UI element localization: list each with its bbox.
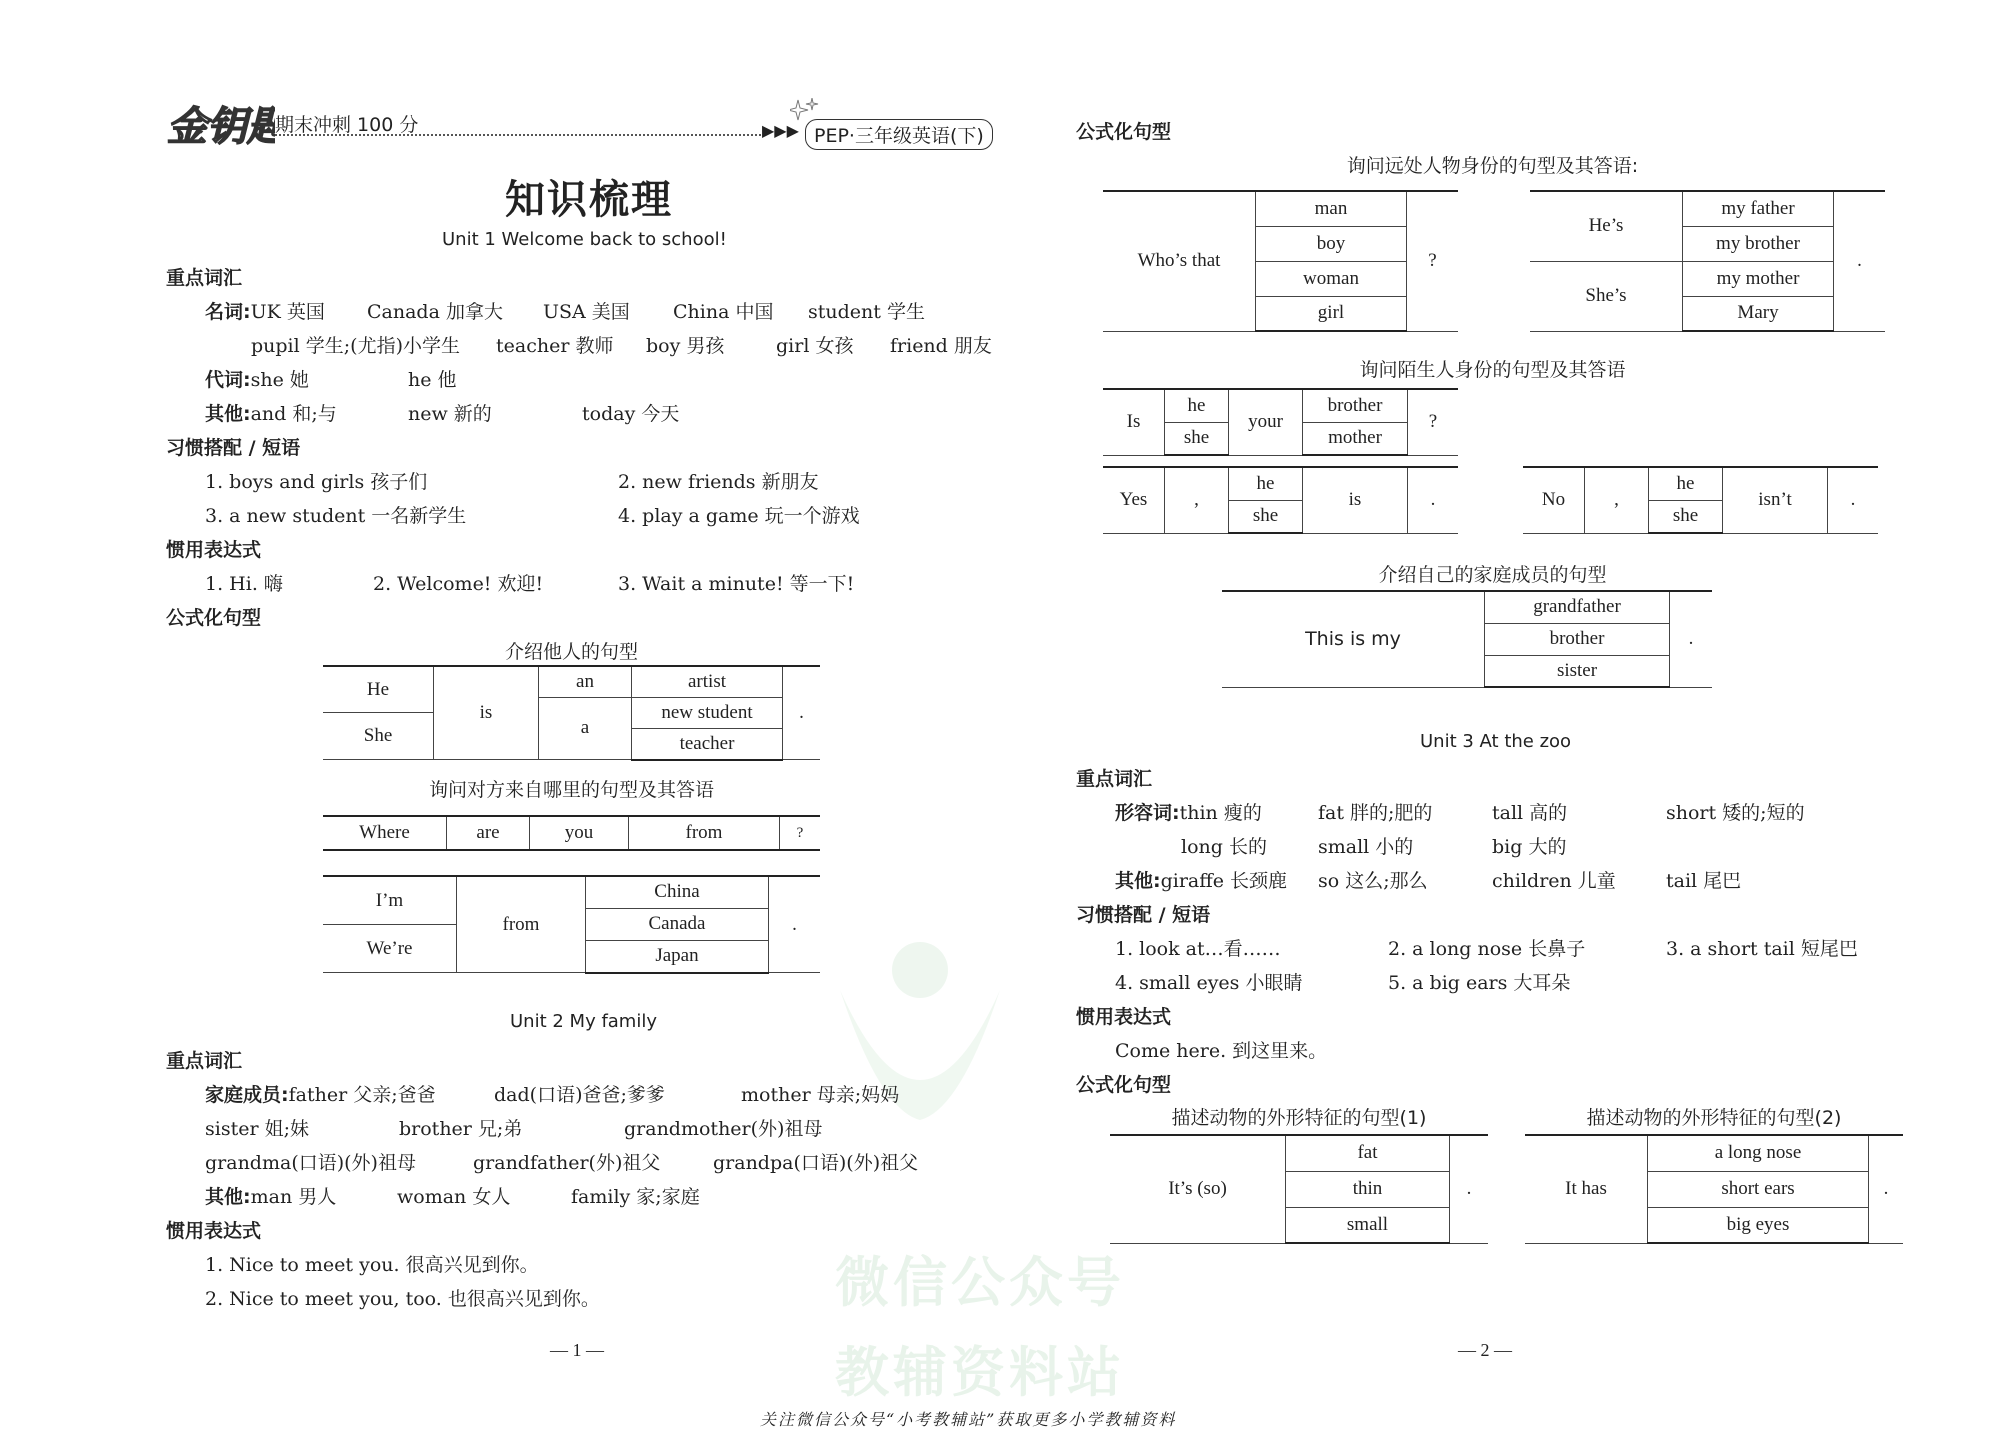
pattern-table-hes <box>1530 190 1885 332</box>
unit3-expr-head: 惯用表达式 <box>1076 1006 1172 1028</box>
unit2-expr-head: 惯用表达式 <box>166 1220 262 1242</box>
family-word: brother 兄;弟 <box>399 1118 523 1140</box>
pron-label: 代词: <box>205 369 251 391</box>
item-cell: my mother <box>1683 261 1834 296</box>
series-label: 期末冲刺 100 分 <box>275 114 419 136</box>
word-cell: are <box>447 816 530 850</box>
noun: UK 英国 <box>250 301 325 323</box>
period-cell: . <box>769 876 821 973</box>
item-cell: small <box>1286 1207 1450 1243</box>
pattern-table-intro <box>323 665 820 761</box>
lead-cell: Who’s that <box>1103 191 1256 331</box>
other-word: giraffe 长颈鹿 <box>1160 870 1288 892</box>
phrase: 1. boys and girls 孩子们 <box>205 471 428 493</box>
pron-cell: he <box>1165 389 1229 422</box>
page-number-2: — 2 — <box>1458 1340 1512 1360</box>
pattern-table-yes <box>1103 466 1458 534</box>
object-cell: teacher <box>632 729 783 760</box>
unit1-pron-row <box>205 365 309 392</box>
item-cell: a long nose <box>1648 1135 1869 1171</box>
expression: 2. Welcome! 欢迎! <box>373 573 544 595</box>
isnt-cell: isn’t <box>1723 467 1828 533</box>
pattern-table-no <box>1523 466 1878 534</box>
is-cell: Is <box>1103 389 1165 455</box>
pron-cell: she <box>1649 500 1723 533</box>
verb-cell: is <box>434 666 539 760</box>
subject-cell <box>323 666 434 760</box>
phrase: 4. small eyes 小眼睛 <box>1115 972 1303 994</box>
unit3-vocab-head: 重点词汇 <box>1076 768 1153 790</box>
other-word: man 男人 <box>250 1186 337 1208</box>
pron-cell: he <box>1229 467 1303 500</box>
family-word: dad(口语)爸爸;爹爹 <box>494 1084 665 1106</box>
phrase: 3. a short tail 短尾巴 <box>1666 938 1858 960</box>
place-cell: Canada <box>586 908 769 940</box>
other-label: 其他: <box>205 1186 251 1208</box>
period-cell: . <box>1869 1135 1904 1243</box>
family-word: grandma(口语)(外)祖母 <box>205 1152 416 1174</box>
adj-label: 形容词: <box>1115 802 1180 824</box>
question-mark-cell: ? <box>1407 191 1459 331</box>
pattern-table-this-is-my <box>1222 590 1712 688</box>
noun: teacher 教师 <box>496 335 614 357</box>
adjective: small 小的 <box>1318 836 1414 858</box>
other-word: woman 女人 <box>397 1186 511 1208</box>
object-cell: artist <box>632 666 783 697</box>
phrase: 4. play a game 玩一个游戏 <box>618 505 860 527</box>
adjective: thin 瘦的 <box>1179 802 1262 824</box>
word-cell: you <box>530 816 629 850</box>
word-cell: Where <box>323 816 447 850</box>
period-cell: . <box>783 666 821 760</box>
pattern-table-whos-that <box>1103 190 1458 332</box>
unit2-vocab-head: 重点词汇 <box>166 1050 243 1072</box>
item-cell: woman <box>1256 261 1407 296</box>
yes-cell: Yes <box>1103 467 1165 533</box>
pattern-table-where <box>323 815 820 851</box>
she-cell: She’s <box>1530 261 1683 331</box>
period-cell: . <box>1670 591 1713 687</box>
item-cell: thin <box>1286 1171 1450 1207</box>
unit3-title: Unit 3 At the zoo <box>1420 731 1572 752</box>
right-pattern-head: 公式化句型 <box>1076 121 1172 143</box>
item-cell: sister <box>1485 655 1670 687</box>
t2-caption: 询问对方来自哪里的句型及其答语 <box>428 779 714 801</box>
noun: friend 朋友 <box>890 335 992 357</box>
t4-caption: 询问远处人物身份的句型及其答语: <box>1346 155 1639 177</box>
noun: boy 男孩 <box>646 335 725 357</box>
noun: China 中国 <box>673 301 774 323</box>
item-cell: my father <box>1683 191 1834 226</box>
unit3-phrases-head: 习惯搭配 / 短语 <box>1076 904 1211 926</box>
other-word: today 今天 <box>582 403 680 425</box>
family-word: mother 母亲;妈妈 <box>741 1084 900 1106</box>
family-word: grandmother(外)祖母 <box>624 1118 823 1140</box>
item-cell: brother <box>1485 623 1670 655</box>
adjective: tall 高的 <box>1492 802 1568 824</box>
item-cell: Mary <box>1683 296 1834 331</box>
phrase: 2. new friends 新朋友 <box>618 471 819 493</box>
item-cell: big eyes <box>1648 1207 1869 1243</box>
expression: 2. Nice to meet you, too. 也很高兴见到你。 <box>205 1288 600 1310</box>
family-word: grandfather(外)祖父 <box>473 1152 661 1174</box>
nouns-label: 名词: <box>205 301 251 323</box>
subject-cell <box>323 876 457 973</box>
expression: 1. Nice to meet you. 很高兴见到你。 <box>205 1254 539 1276</box>
item-cell: girl <box>1256 296 1407 331</box>
no-cell: No <box>1523 467 1585 533</box>
unit3-adj-row1 <box>1115 798 1262 825</box>
lead-cell: It’s (so) <box>1110 1135 1286 1243</box>
other-label: 其他: <box>1115 870 1161 892</box>
item-cell: boy <box>1256 226 1407 261</box>
article-a: a <box>539 697 632 760</box>
comma-cell: , <box>1165 467 1229 533</box>
brand-text: 金钥匙 <box>167 103 275 150</box>
pronoun: he 他 <box>408 369 457 391</box>
unit2-family-row1 <box>205 1080 436 1107</box>
header-dotted-line <box>275 134 765 136</box>
unit2-other-row <box>205 1182 336 1209</box>
unit1-pattern-head: 公式化句型 <box>166 607 262 629</box>
other-word: children 儿童 <box>1492 870 1616 892</box>
adjective: long 长的 <box>1181 836 1267 858</box>
is-cell: is <box>1303 467 1408 533</box>
unit1-title: Unit 1 Welcome back to school! <box>442 229 727 250</box>
t6-caption: 询问陌生人身份的句型及其答语 <box>1359 359 1626 381</box>
other-word: new 新的 <box>408 403 492 425</box>
phrase: 5. a big ears 大耳朵 <box>1388 972 1571 994</box>
phrase: 1. look at…看…… <box>1115 938 1281 960</box>
family-word: sister 姐;妹 <box>205 1118 309 1140</box>
comma-cell: , <box>1585 467 1649 533</box>
family-word: father 父亲;爸爸 <box>288 1084 436 1106</box>
your-cell: your <box>1229 389 1303 455</box>
lead-cell: It has <box>1525 1135 1648 1243</box>
question-mark-cell: ? <box>1408 389 1459 455</box>
unit1-phrases-head: 习惯搭配 / 短语 <box>166 437 301 459</box>
subject-he: He <box>323 667 433 713</box>
adjective: fat 胖的;肥的 <box>1318 802 1433 824</box>
noun: student 学生 <box>808 301 925 323</box>
object-cell: new student <box>632 697 783 729</box>
period-cell: . <box>1408 467 1459 533</box>
phrase: 2. a long nose 长鼻子 <box>1388 938 1586 960</box>
family-label: 家庭成员: <box>205 1084 289 1106</box>
pron-cell: she <box>1229 500 1303 533</box>
relation-cell: mother <box>1303 422 1408 455</box>
page-number-1: — 1 — <box>550 1340 604 1360</box>
unit1-vocab-head: 重点词汇 <box>166 267 243 289</box>
he-cell: He’s <box>1530 191 1683 261</box>
unit1-expr-head: 惯用表达式 <box>166 539 262 561</box>
grade-badge: PEP·三年级英语(下) <box>805 119 993 150</box>
pattern-table-it-has <box>1525 1134 1903 1244</box>
item-cell: man <box>1256 191 1407 226</box>
word-cell: from <box>629 816 780 850</box>
expression: 1. Hi. 嗨 <box>205 573 283 595</box>
footer-note: 关注微信公众号“小考教辅站”获取更多小学教辅资料 <box>760 1410 1177 1429</box>
other-word: family 家;家庭 <box>571 1186 700 1208</box>
other-label: 其他: <box>205 403 251 425</box>
noun: Canada 加拿大 <box>367 301 503 323</box>
other-word: so 这么;那么 <box>1318 870 1428 892</box>
pron-cell: she <box>1165 422 1229 455</box>
place-cell: China <box>586 876 769 908</box>
article-an: an <box>539 666 632 697</box>
subject-she: She <box>363 725 393 746</box>
unit2-title: Unit 2 My family <box>510 1011 657 1032</box>
other-word: and 和;与 <box>250 403 337 425</box>
header-arrows: ▶▶▶ <box>762 121 799 140</box>
noun: girl 女孩 <box>776 335 854 357</box>
unit1-other-row <box>205 399 337 426</box>
relation-cell: brother <box>1303 389 1408 422</box>
phrase: 3. a new student 一名新学生 <box>205 505 467 527</box>
unit3-other-row <box>1115 866 1287 893</box>
period-cell: . <box>1828 467 1879 533</box>
t1-caption: 介绍他人的句型 <box>504 641 638 663</box>
other-word: tail 尾巴 <box>1666 870 1742 892</box>
period-cell: . <box>1834 191 1886 331</box>
subject-were: We’re <box>366 938 413 959</box>
watermark-line-2: 教辅资料站 <box>835 1341 1125 1404</box>
family-word: grandpa(口语)(外)祖父 <box>713 1152 919 1174</box>
item-cell: short ears <box>1648 1171 1869 1207</box>
item-cell: fat <box>1286 1135 1450 1171</box>
adjective: big 大的 <box>1492 836 1567 858</box>
pattern-table-its-so <box>1110 1134 1488 1244</box>
item-cell: my brother <box>1683 226 1834 261</box>
unit1-nouns-row1 <box>205 297 325 324</box>
place-cell: Japan <box>586 940 769 972</box>
lead-cell: This is my <box>1222 591 1485 687</box>
expression: Come here. 到这里来。 <box>1115 1040 1328 1062</box>
pron-cell: he <box>1649 467 1723 500</box>
page-title: 知识梳理 <box>505 176 673 223</box>
noun: USA 美国 <box>543 301 630 323</box>
pattern-table-from <box>323 875 820 974</box>
noun: pupil 学生;(尤指)小学生 <box>251 335 460 357</box>
question-mark-cell: ? <box>780 816 821 850</box>
pronoun: she 她 <box>250 369 309 391</box>
period-cell: . <box>1450 1135 1489 1243</box>
unit3-pattern-head: 公式化句型 <box>1076 1074 1172 1096</box>
t11-caption: 描述动物的外形特征的句型(2) <box>1586 1107 1842 1129</box>
t9-caption: 介绍自己的家庭成员的句型 <box>1378 564 1607 586</box>
expression: 3. Wait a minute! 等一下! <box>618 573 855 595</box>
t10-caption: 描述动物的外形特征的句型(1) <box>1171 1107 1427 1129</box>
brand-logo <box>163 98 275 150</box>
from-cell: from <box>457 876 586 973</box>
pattern-table-is-your <box>1103 388 1458 456</box>
subject-im: I’m <box>323 877 456 925</box>
adjective: short 矮的;短的 <box>1666 802 1805 824</box>
item-cell: grandfather <box>1485 591 1670 623</box>
watermark-line-1: 微信公众号 <box>835 1251 1125 1314</box>
